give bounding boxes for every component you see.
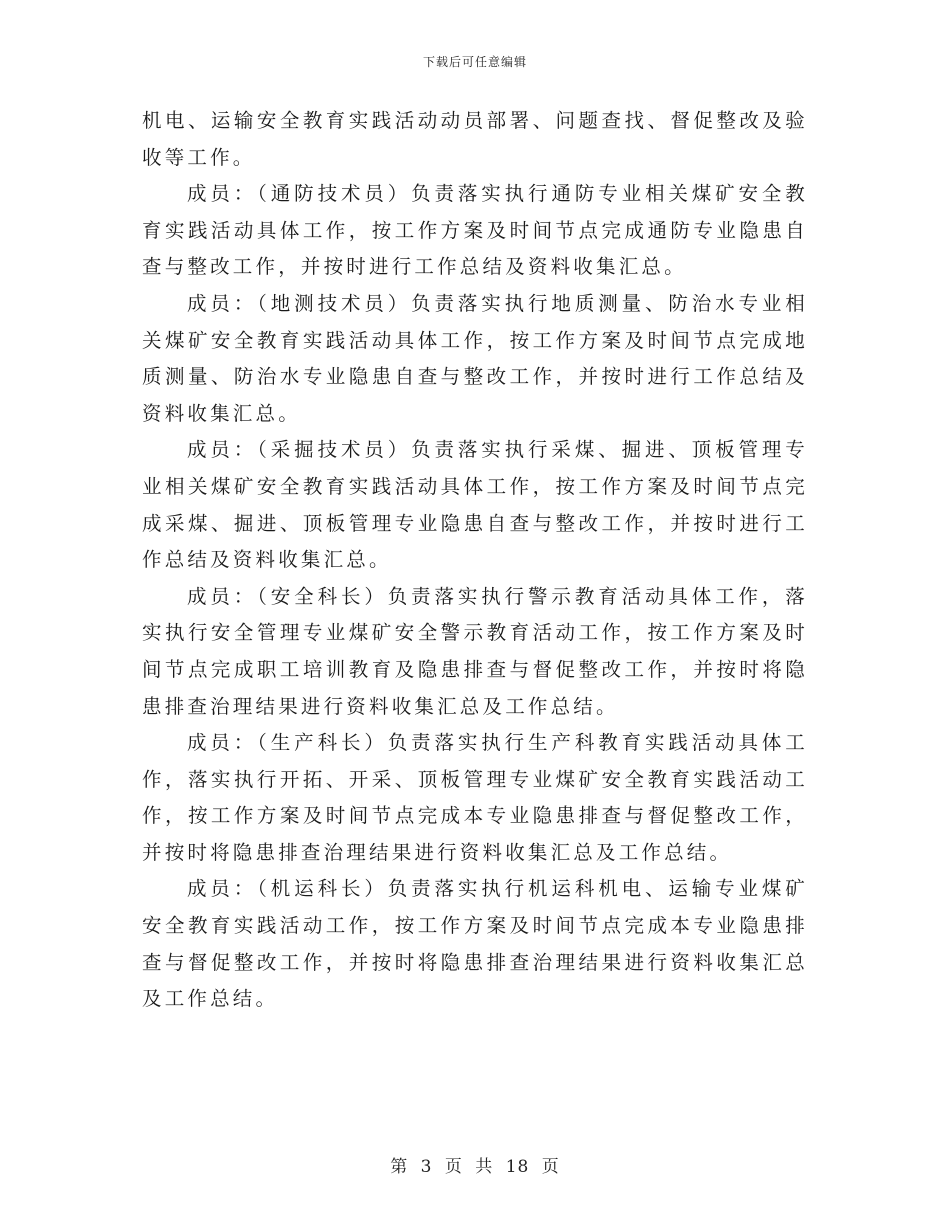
paragraph-member-jiyun: 成员：（机运科长）负责落实执行机运科机电、运输专业煤矿安全教育实践活动工作，按工作方案及时间节点完成本专业隐患排查与督促整改工作，并按时将隐患排查治理结果进行资料收集汇总及工作总结。 bbox=[142, 877, 808, 1011]
paragraph-member-caijue: 成员：（采掘技术员）负责落实执行采煤、掘进、顶板管理专业相关煤矿安全教育实践活动具体工作，按工作方案及时间节点完成采煤、掘进、顶板管理专业隐患自查与整改工作，并按时进行工作总结及资料收集汇总。 bbox=[142, 438, 808, 572]
paragraph-continuation: 机电、运输安全教育实践活动动员部署、问题查找、督促整改及验收等工作。 bbox=[142, 109, 808, 169]
header-note: 下载后可任意编辑 bbox=[422, 55, 527, 69]
paragraph-member-dice: 成员：（地测技术员）负责落实执行地质测量、防治水专业相关煤矿安全教育实践活动具体工作，按工作方案及时间节点完成地质测量、防治水专业隐患自查与整改工作，并按时进行工作总结及资料收集汇总。 bbox=[142, 291, 808, 425]
paragraph-member-anquan: 成员：（安全科长）负责落实执行警示教育活动具体工作，落实执行安全管理专业煤矿安全警示教育活动工作，按工作方案及时间节点完成职工培训教育及隐患排查与督促整改工作，并按时将隐患排查治理结果进行资料收集汇总及工作总结。 bbox=[142, 584, 808, 718]
page-number-footer: 第 3 页 共 18 页 bbox=[390, 1157, 560, 1177]
document-body bbox=[142, 103, 808, 1018]
paragraph-member-tongfang: 成员：（通防技术员）负责落实执行通防专业相关煤矿安全教育实践活动具体工作，按工作方案及时间节点完成通防专业隐患自查与整改工作，并按时进行工作总结及资料收集汇总。 bbox=[142, 182, 808, 279]
paragraph-member-shengchan: 成员：（生产科长）负责落实执行生产科教育实践活动具体工作，落实执行开拓、开采、顶板管理专业煤矿安全教育实践活动工作，按工作方案及时间节点完成本专业隐患排查与督促整改工作，并按时将隐患排查治理结果进行资料收集汇总及工作总结。 bbox=[142, 731, 808, 864]
